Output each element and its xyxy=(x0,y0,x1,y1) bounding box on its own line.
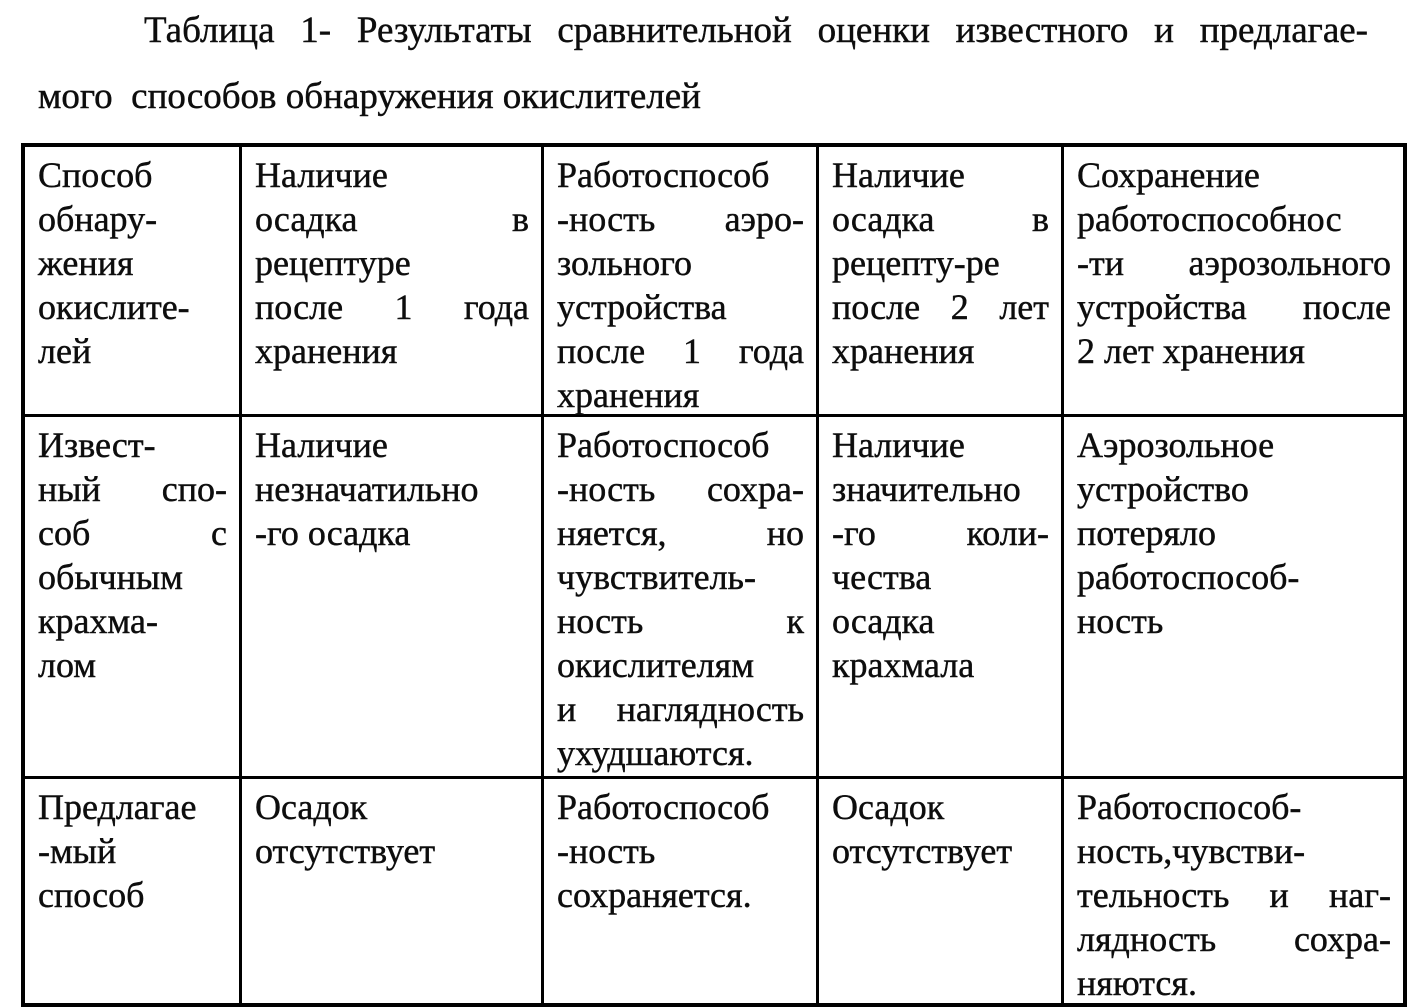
text-line: лей xyxy=(38,331,92,371)
text-line: -мый xyxy=(38,831,117,871)
text-line: значительно xyxy=(832,469,1021,509)
text-line: осадка xyxy=(832,601,935,641)
text-line: обнару- xyxy=(38,199,158,239)
known-operability-1yr-cell xyxy=(544,417,819,779)
text-line: зольного xyxy=(557,243,693,283)
text-line: -ность сохра- xyxy=(557,469,804,509)
header-cell-operability-1yr xyxy=(544,147,819,417)
text-line: работоспособнос xyxy=(1077,199,1342,239)
text-line: Извест- xyxy=(38,425,156,465)
text-line: -го осадка xyxy=(255,513,411,553)
text-line: Работоспособ xyxy=(557,155,770,195)
text-line: Осадок xyxy=(832,787,945,827)
text-line: хранения xyxy=(255,331,398,371)
text-line: окислителям xyxy=(557,645,754,685)
text-line: отсутствует xyxy=(255,831,436,871)
text-line: соб с xyxy=(38,513,227,553)
text-line: лом xyxy=(38,645,97,685)
header-cell-sediment-1yr xyxy=(242,147,544,417)
comparison-table xyxy=(21,143,1407,1007)
known-method-cell xyxy=(25,417,242,779)
text-line: потеряло xyxy=(1077,513,1217,553)
text-line: чувствитель- xyxy=(557,557,756,597)
text-line: -ти аэрозольного xyxy=(1077,243,1391,283)
text-line: и наглядность xyxy=(557,689,804,729)
text-line: работоспособ- xyxy=(1077,557,1300,597)
text-line: рецепту-ре xyxy=(832,243,1000,283)
text-line: устройства xyxy=(557,287,727,327)
text-line: после 2 лет xyxy=(832,287,1049,327)
text-line: Способ xyxy=(38,155,153,195)
text-line: няются. xyxy=(1077,963,1197,1003)
text-line: Работоспособ xyxy=(557,787,770,827)
text-line: жения xyxy=(38,243,134,283)
text-line: Работоспособ- xyxy=(1077,787,1302,827)
text-line: отсутствует xyxy=(832,831,1013,871)
text-line: Наличие xyxy=(255,425,388,465)
proposed-sediment-1yr-cell xyxy=(242,779,544,1005)
text-line: чества xyxy=(832,557,932,597)
text-line: Таблица 1- Результаты сравнительной оценки известного и предлагае- xyxy=(144,10,1368,51)
text-line: тельность и наг- xyxy=(1077,875,1391,915)
text-line: лядность сохра- xyxy=(1077,919,1391,959)
text-line: устройства после xyxy=(1077,287,1391,327)
text-line: Наличие xyxy=(832,155,965,195)
text-line: мого способов обнаружения окислителей xyxy=(38,76,701,117)
text-line: крахма- xyxy=(38,601,158,641)
text-line: -ность xyxy=(557,831,656,871)
table-caption xyxy=(38,8,1368,120)
header-cell-operability-2yr xyxy=(1064,147,1403,417)
text-line: Наличие xyxy=(255,155,388,195)
text-line: ность xyxy=(1077,601,1164,641)
text-line: обычным xyxy=(38,557,183,597)
text-line: осадка в xyxy=(255,199,529,239)
proposed-method-cell xyxy=(25,779,242,1005)
text-line: Аэрозольное xyxy=(1077,425,1275,465)
known-sediment-2yr-cell xyxy=(819,417,1064,779)
known-operability-2yr-cell xyxy=(1064,417,1403,779)
text-line: -ность аэро- xyxy=(557,199,804,239)
text-line: крахмала xyxy=(832,645,975,685)
text-line: ность,чувстви- xyxy=(1077,831,1306,871)
text-line: няется, но xyxy=(557,513,804,553)
text-line: устройство xyxy=(1077,469,1249,509)
text-line: Работоспособ xyxy=(557,425,770,465)
text-line: осадка в xyxy=(832,199,1049,239)
text-line: после 1 года xyxy=(557,331,804,371)
proposed-sediment-2yr-cell xyxy=(819,779,1064,1005)
text-line: хранения xyxy=(832,331,975,371)
header-cell-sediment-2yr xyxy=(819,147,1064,417)
text-line: окислите- xyxy=(38,287,190,327)
text-line: хранения xyxy=(557,375,700,415)
text-line: Сохранение xyxy=(1077,155,1260,195)
header-cell-method xyxy=(25,147,242,417)
text-line: ный спо- xyxy=(38,469,227,509)
text-line: ухудшаются. xyxy=(557,733,754,773)
text-line: ность к xyxy=(557,601,804,641)
text-line: 2 лет хранения xyxy=(1077,331,1305,371)
text-line: Наличие xyxy=(832,425,965,465)
text-line: сохраняется. xyxy=(557,875,752,915)
text-line: после 1 года xyxy=(255,287,529,327)
text-line: рецептуре xyxy=(255,243,411,283)
text-line: Предлагае xyxy=(38,787,197,827)
proposed-operability-1yr-cell xyxy=(544,779,819,1005)
known-sediment-1yr-cell xyxy=(242,417,544,779)
text-line: -го коли- xyxy=(832,513,1049,553)
text-line: Осадок xyxy=(255,787,368,827)
proposed-operability-2yr-cell xyxy=(1064,779,1403,1005)
text-line: способ xyxy=(38,875,145,915)
text-line: незначатильно xyxy=(255,469,479,509)
